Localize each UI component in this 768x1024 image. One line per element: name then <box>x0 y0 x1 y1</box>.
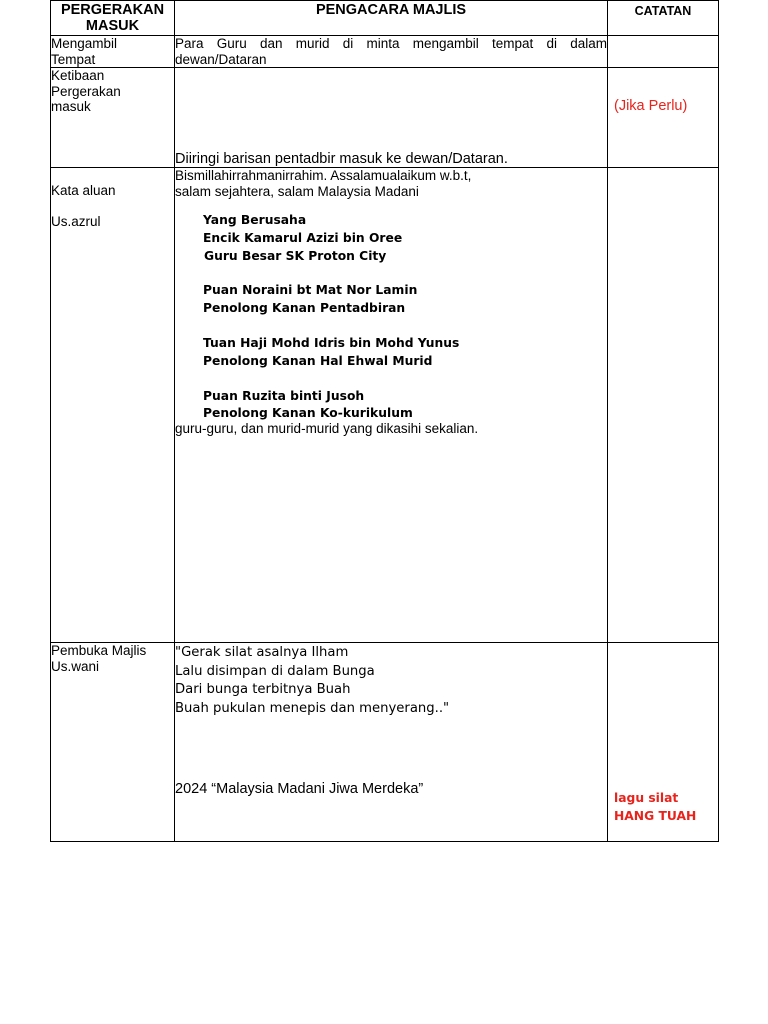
song-note-line: HANG TUAH <box>614 809 697 823</box>
dignitary-line: Penolong Kanan Hal Ehwal Murid <box>203 353 433 368</box>
song-note <box>614 789 718 825</box>
header-catatan <box>608 1 719 36</box>
catatan-cell <box>608 68 719 168</box>
pergerakan-text: Pembuka Majlis <box>51 643 147 658</box>
intro-line: Bismillahirrahmanirrahim. Assalamualaikum w.b.t, <box>175 168 472 183</box>
catatan-cell <box>608 168 719 643</box>
catatan-cell <box>608 36 719 68</box>
dignitary-line: Guru Besar SK Proton City <box>204 248 387 263</box>
speaker-name: Us.wani <box>51 658 100 674</box>
dignitary-line: Puan Ruzita binti Jusoh <box>203 388 365 403</box>
pengacara-cell <box>175 36 608 68</box>
pantun-line: Buah pukulan menepis dan menyerang.." <box>175 700 450 716</box>
pergerakan-text: Kata aluan <box>51 183 116 198</box>
table-row <box>51 68 719 168</box>
pengacara-cell <box>175 168 608 643</box>
pantun-line: Lalu disimpan di dalam Bunga <box>175 663 375 679</box>
dignitary-list <box>175 212 607 423</box>
header-pengacara <box>175 1 608 36</box>
pergerakan-cell <box>51 643 175 842</box>
programme-table <box>50 0 719 842</box>
dignitary-line: Yang Berusaha <box>203 213 307 227</box>
pantun <box>175 644 607 718</box>
header-row <box>51 1 719 36</box>
pengacara-cell <box>175 643 608 842</box>
pantun-line: Dari bunga terbitnya Buah <box>175 682 351 698</box>
song-note-line: lagu silat <box>614 791 679 805</box>
header-pergerakan <box>51 1 175 36</box>
table-row <box>51 36 719 68</box>
pergerakan-cell <box>51 36 175 68</box>
speaker-name: Us.azrul <box>51 213 101 229</box>
header-catatan-label: CATATAN <box>634 4 692 18</box>
pergerakan-text: Mengambil Tempat <box>51 36 118 67</box>
dignitary-line: Tuan Haji Mohd Idris bin Mohd Yunus <box>203 335 460 350</box>
dignitary-line: Penolong Kanan Ko-kurikulum <box>203 406 413 421</box>
catatan-cell <box>608 643 719 842</box>
pergerakan-cell <box>51 168 175 643</box>
header-pengacara-label: PENGACARA MAJLIS <box>315 2 467 18</box>
dignitary-line: Encik Kamarul Azizi bin Oree <box>203 230 403 245</box>
pergerakan-text: Ketibaan Pergerakan masuk <box>51 68 121 114</box>
intro-line: salam sejahtera, salam Malaysia Madani <box>175 183 419 199</box>
pengacara-text: Para Guru dan murid di minta mengambil tempat di dalam dewan/Dataran <box>175 36 607 67</box>
pengacara-cell <box>175 68 608 168</box>
header-pergerakan-label: PERGERAKAN MASUK <box>60 2 165 34</box>
dignitary-line: Puan Noraini bt Mat Nor Lamin <box>203 283 418 298</box>
pergerakan-cell <box>51 68 175 168</box>
closing-line: guru-guru, dan murid-murid yang dikasihi sekalian. <box>175 421 479 437</box>
catatan-note: (Jika Perlu) <box>614 98 688 114</box>
table-row <box>51 168 719 643</box>
dignitary-line: Penolong Kanan Pentadbiran <box>203 301 406 316</box>
table-row <box>51 643 719 842</box>
theme-line: 2024 “Malaysia Madani Jiwa Merdeka” <box>175 781 424 798</box>
pantun-line: "Gerak silat asalnya Ilham <box>175 645 349 660</box>
pengacara-text: Diiringi barisan pentadbir masuk ke dewan/Dataran. <box>175 151 508 167</box>
